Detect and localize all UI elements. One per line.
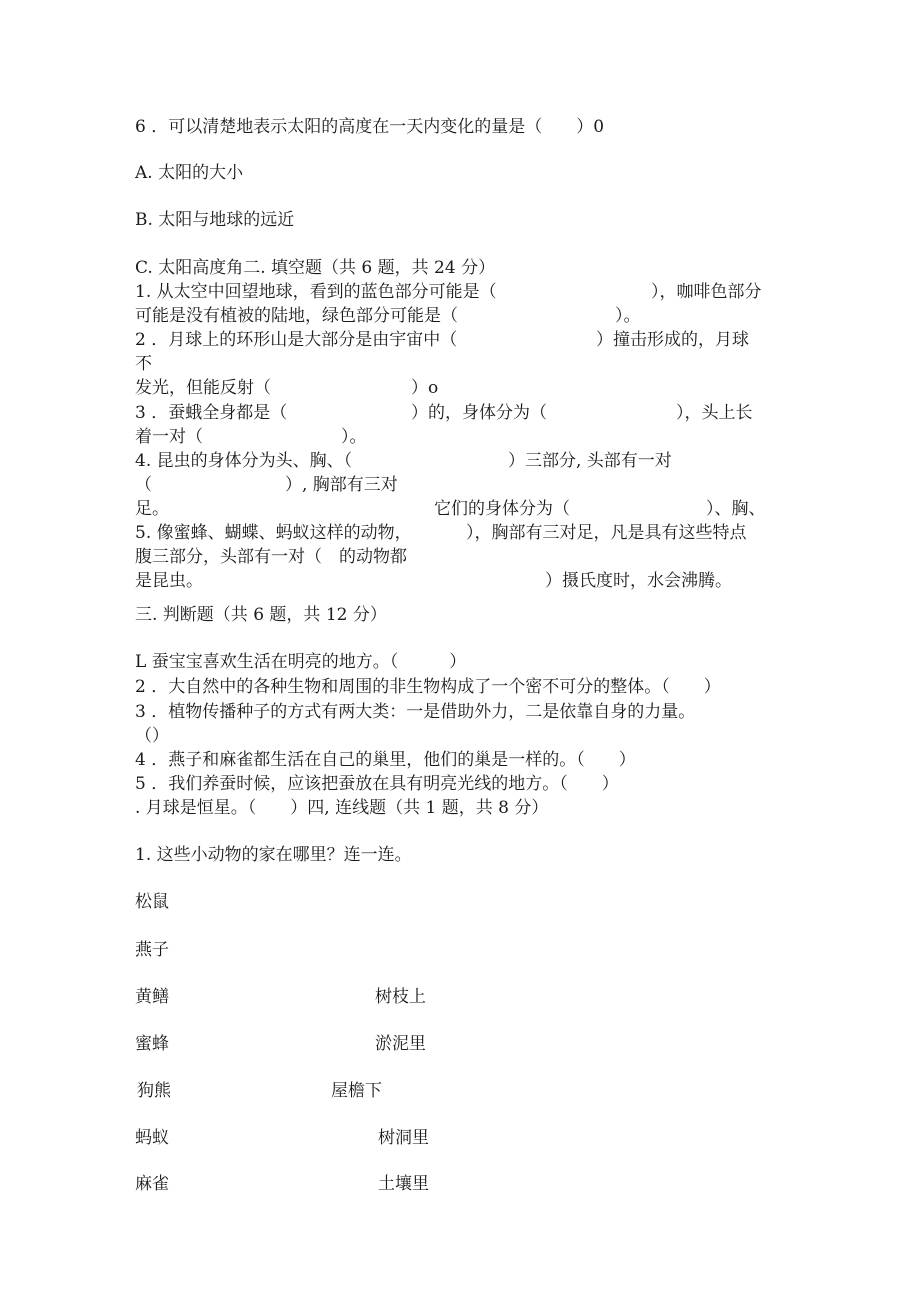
fill-q5-line2: 腹三部分，头部有一对（ 的动物都 — [135, 547, 407, 567]
fill-q2-line2: 不 — [135, 354, 152, 374]
fill-q1-line1b: ），咖啡色部分 — [651, 282, 762, 302]
match-question: 1. 这些小动物的家在哪里？连一连。 — [135, 845, 412, 865]
judge-heading: 三. 判断题（共 6 题，共 12 分） — [135, 605, 387, 625]
fill-q2-line1b: ）撞击形成的，月球 — [596, 330, 749, 350]
question-6-stem: 6 ．可以清楚地表示太阳的高度在一天内变化的量是（ ）0 — [135, 117, 605, 137]
fill-q4-line3: 足。 — [135, 499, 169, 519]
fill-q4-line1a: 4. 昆虫的身体分为头、胸、（ — [135, 451, 353, 471]
match-home-soil: 土壤里 — [378, 1174, 429, 1194]
option-b: B. 太阳与地球的远近 — [135, 210, 295, 230]
fill-q3-line2a: 着一对（ — [135, 427, 203, 447]
fill-q5-line1b: ），胸部有三对足，凡是具有这些特点 — [466, 523, 747, 543]
fill-q2-line3b: ）o — [411, 378, 439, 398]
fill-q6-fragment: ）摄氏度时，水会沸腾。 — [545, 571, 732, 591]
fill-q4-line2b: ）, 胸部有三对 — [285, 475, 398, 495]
fill-q5-line1a: 5. 像蜜蜂、蝴蝶、蚂蚁这样的动物， — [135, 523, 412, 543]
judge-item-4: 4 ．燕子和麻雀都生活在自己的巢里，他们的巢是一样的。（ ） — [135, 750, 636, 770]
match-animal-squirrel: 松鼠 — [135, 892, 169, 912]
match-home-branch: 树枝上 — [375, 987, 426, 1007]
fill-q3-line1b: ）的，身体分为（ — [411, 403, 547, 423]
option-a: A. 太阳的大小 — [135, 163, 244, 183]
judge-item-5: 5 ．我们养蚕时候，应该把蚕放在具有明亮光线的地方。（ ） — [135, 774, 619, 794]
option-c-and-fill-heading: C. 太阳高度角二. 填空题（共 6 题，共 24 分） — [135, 258, 496, 278]
judge-item-2: 2 ．大自然中的各种生物和周围的非生物构成了一个密不可分的整体。（ ） — [135, 677, 721, 697]
match-animal-swallow: 燕子 — [135, 940, 169, 960]
fill-q3-line2b: ）。 — [341, 427, 367, 447]
fill-q4-line2a: （ — [135, 475, 152, 495]
match-animal-bee: 蜜蜂 — [135, 1034, 169, 1054]
fill-q4-line1b: ）三部分, 头部有一对 — [508, 451, 672, 471]
fill-q1-line2a: 可能是没有植被的陆地，绿色部分可能是（ — [135, 306, 458, 326]
judge-item-6-and-match-heading: . 月球是恒星。（ ）四, 连线题（共 1 题，共 8 分） — [135, 798, 549, 818]
fill-q5-fragment-chest: ）、胸、 — [706, 499, 766, 519]
fill-q3-line1c: ），头上长 — [676, 403, 753, 423]
fill-q3-line1a: 3 ．蚕蛾全身都是（ — [135, 403, 288, 423]
fill-q2-line3a: 发光，但能反射（ — [135, 378, 271, 398]
judge-item-1: L 蚕宝宝喜欢生活在明亮的地方。（ ） — [135, 652, 467, 672]
fill-q1-line2b: ）。 — [615, 306, 641, 326]
match-home-tree-hole: 树洞里 — [378, 1128, 429, 1148]
judge-item-3-bracket: （） — [135, 726, 169, 746]
match-animal-sparrow: 麻雀 — [135, 1174, 169, 1194]
fill-q2-line1a: 2 ．月球上的环形山是大部分是由宇宙中（ — [135, 330, 458, 350]
match-home-mud: 淤泥里 — [375, 1034, 426, 1054]
fill-q1-line1a: 1. 从太空中回望地球，看到的蓝色部分可能是（ — [135, 282, 497, 302]
match-animal-ant: 蚂蚁 — [135, 1128, 169, 1148]
match-animal-eel: 黄鳝 — [135, 987, 169, 1007]
match-animal-bear: 狗熊 — [137, 1081, 171, 1101]
fill-q5-fragment-body: 它们的身体分为（ — [434, 499, 570, 519]
match-home-eaves: 屋檐下 — [331, 1081, 382, 1101]
fill-q5-line3: 是昆虫。 — [135, 571, 203, 591]
judge-item-3: 3 ．植物传播种子的方式有两大类：一是借助外力，二是依靠自身的力量。 — [135, 702, 696, 722]
